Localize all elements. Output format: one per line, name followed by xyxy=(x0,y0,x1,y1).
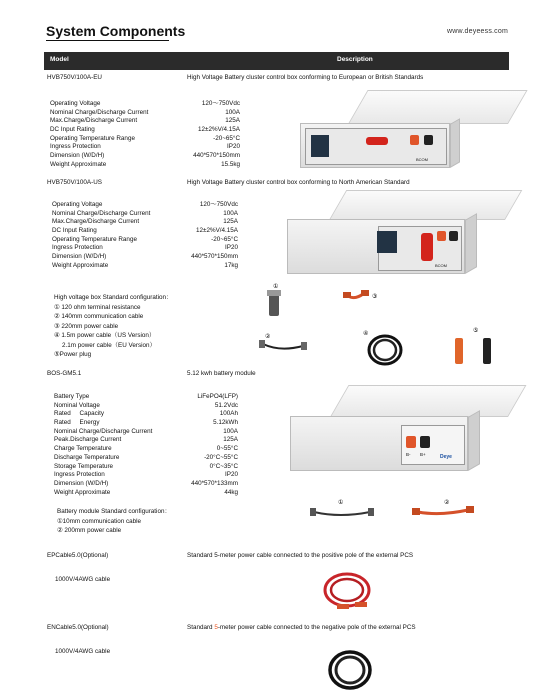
spec-value: 100A xyxy=(223,427,238,435)
spec-value: 125A xyxy=(225,117,240,125)
bm-config-title: Battery module Standard configuration： xyxy=(57,508,171,515)
breaker-switch xyxy=(421,233,433,261)
spec-label: Storage Temperature xyxy=(54,462,114,470)
marker-1: ① xyxy=(273,283,279,290)
deye-logo: Deye xyxy=(440,454,452,460)
ep-cable-image xyxy=(315,566,385,616)
cable-end xyxy=(310,508,316,516)
specs-hvb-eu xyxy=(50,100,240,170)
terminal-resistor-icon xyxy=(269,294,279,316)
spec-label: Dimension (W/D/H) xyxy=(54,479,109,487)
spec-label: Discharge Temperature xyxy=(54,453,120,461)
spec-row xyxy=(54,463,238,472)
hv-config-item: ⑤Power plug xyxy=(54,351,92,358)
spec-label: Weight Approximate xyxy=(54,488,111,496)
spec-row xyxy=(52,227,238,236)
cable-end xyxy=(343,292,351,298)
spec-label: Ingress Protection xyxy=(54,471,105,479)
bcom-label: BCOM xyxy=(416,157,428,162)
device-panel xyxy=(378,226,462,271)
title-underline xyxy=(46,40,169,41)
page-title: System Components xyxy=(46,23,186,39)
spec-label: Ingress Protection xyxy=(52,244,103,252)
device-front xyxy=(300,123,450,168)
spec-row xyxy=(50,109,240,118)
desc-text: Standard xyxy=(187,624,215,631)
spec-row xyxy=(54,402,238,411)
spec-value: 0°C~35°C xyxy=(209,462,238,470)
device-panel xyxy=(401,425,465,465)
cable-coil xyxy=(336,657,364,683)
cable-end xyxy=(368,508,374,516)
spec-value: 51.2Vdc xyxy=(214,401,238,409)
spec-row xyxy=(52,236,238,245)
spec-row xyxy=(50,117,240,126)
cable-coil xyxy=(331,579,363,601)
spec-row xyxy=(54,454,238,463)
description-ep-cable: Standard 5-meter power cable connected to the positive pole of the external PCS xyxy=(187,552,414,559)
spec-row xyxy=(54,419,238,428)
spec-label: Max.Charge/Discharge Current xyxy=(52,218,140,226)
cable-end xyxy=(355,602,367,607)
comm-cable-110-icon xyxy=(314,512,370,515)
spec-row xyxy=(50,100,240,109)
hv-config-item: ④ 1.5m power cable（US Version） xyxy=(54,332,156,339)
spec-value: 15.5kg xyxy=(221,160,240,168)
model-hvb-eu: HVB750V/100A-EU xyxy=(47,74,102,81)
spec-value: 120〜750Vdc xyxy=(199,201,238,208)
display-screen xyxy=(311,135,329,157)
spec-value: 440*570*150mm xyxy=(193,152,240,160)
bm-config-item: ② 200mm power cable xyxy=(57,527,122,534)
cable-end xyxy=(412,508,420,515)
spec-label: Operating Temperature Range xyxy=(50,134,135,142)
hv-config-title: High voltage box Standard configuration： xyxy=(54,294,173,301)
spec-row xyxy=(50,126,240,135)
spec-row xyxy=(52,253,238,262)
device-top xyxy=(330,385,526,417)
marker-5: ⑤ xyxy=(473,327,479,334)
spec-row xyxy=(52,244,238,253)
b-plus-label: B+ xyxy=(420,452,426,457)
spec-label: Battery Type xyxy=(54,393,90,400)
spec-value: -20°C~55°C xyxy=(204,453,238,461)
bm-accessories-image xyxy=(300,496,500,526)
power-plug-icon xyxy=(455,338,463,364)
spec-row xyxy=(54,445,238,454)
spec-value: 44kg xyxy=(224,488,238,496)
terminal-positive xyxy=(410,135,419,145)
device-side xyxy=(468,410,480,471)
b-minus-label: B- xyxy=(406,452,411,457)
hv-accessories-image xyxy=(255,280,525,370)
spec-row xyxy=(50,143,240,152)
spec-row xyxy=(50,135,240,144)
spec-row xyxy=(52,218,238,227)
spec-row xyxy=(54,393,238,402)
spec-value: -20~65°C xyxy=(211,235,238,243)
hvb-eu-device-image xyxy=(300,90,510,170)
spec-value: 5.12kWh xyxy=(213,419,238,427)
bcom-label: BCOM xyxy=(435,263,447,268)
comm-cable-140-icon xyxy=(263,344,303,349)
description-hvb-eu: High Voltage Battery cluster control box conforming to European or British Standards xyxy=(187,74,424,81)
bm-config-item: ①10mm communication cable xyxy=(57,517,142,525)
cable-end xyxy=(259,340,265,348)
spec-value: 125A xyxy=(223,436,238,444)
spec-value: LiFePO4(LFP) xyxy=(197,393,238,400)
spec-label: DC Input Rating xyxy=(50,126,95,134)
hvb-us-device-image xyxy=(287,190,512,280)
spec-label: DC Input Rating xyxy=(52,227,97,235)
spec-label: Operating Voltage xyxy=(52,201,103,208)
spec-row xyxy=(54,428,238,437)
spec-value: 12±2%V/4.15A xyxy=(198,126,240,134)
spec-row xyxy=(50,161,240,170)
description-bos: 5.12 kwh battery module xyxy=(187,370,256,377)
spec-row xyxy=(52,201,238,210)
en-cable-image xyxy=(322,642,382,699)
terminal-positive xyxy=(406,436,416,448)
desc-text: -meter power cable connected to the negative pole of the external PCS xyxy=(217,624,416,631)
ep-cable-spec: 1000V/4AWG cable xyxy=(55,576,111,583)
device-side xyxy=(450,118,460,168)
spec-value: 120〜750Vdc xyxy=(201,100,240,107)
bm-config-list xyxy=(57,507,171,536)
hv-config-item: 2.1m power cable（EU Version） xyxy=(62,341,156,349)
spec-value: -20~65°C xyxy=(213,134,240,142)
device-side xyxy=(465,213,477,274)
spec-value: IP20 xyxy=(225,244,238,252)
terminal-negative xyxy=(420,436,430,448)
spec-value: 125A xyxy=(223,218,238,226)
spec-label: Ingress Protection xyxy=(50,143,101,151)
spec-label: Weight Approximate xyxy=(50,160,107,168)
spec-label: Dimension (W/D/H) xyxy=(52,253,107,261)
model-bos: BOS-GM5.1 xyxy=(47,370,82,377)
spec-value: 100Ah xyxy=(219,410,238,418)
marker-2: ② xyxy=(444,499,450,506)
description-hvb-us: High Voltage Battery cluster control box conforming to North American Standard xyxy=(187,179,410,186)
cable-end xyxy=(466,506,474,513)
marker-3: ③ xyxy=(372,293,378,300)
display-screen xyxy=(377,231,397,253)
spec-value: 100A xyxy=(223,209,238,217)
spec-row xyxy=(52,210,238,219)
marker-2: ② xyxy=(265,333,271,340)
spec-label: Nominal Charge/Discharge Current xyxy=(54,427,153,435)
device-panel xyxy=(305,128,447,165)
terminal-negative xyxy=(449,231,458,241)
website-link[interactable]: www.deyeess.com xyxy=(447,28,508,35)
spec-label: Rated Energy xyxy=(54,419,100,427)
spec-row xyxy=(54,471,238,480)
bos-device-image xyxy=(290,385,512,480)
cable-end xyxy=(301,342,307,350)
spec-label: Charge Temperature xyxy=(54,445,112,453)
terminal-positive xyxy=(437,231,446,241)
spec-row xyxy=(50,152,240,161)
spec-row xyxy=(54,436,238,445)
spec-value: 100A xyxy=(225,108,240,116)
table-header xyxy=(44,52,509,70)
hv-config-item: ① 120 ohm terminal resistance xyxy=(54,303,141,311)
header-description: Description xyxy=(337,56,373,63)
spec-label: Dimension (W/D/H) xyxy=(50,152,105,160)
spec-label: Weight Approximate xyxy=(52,261,109,269)
spec-value: IP20 xyxy=(227,143,240,151)
model-hvb-us: HVB750V/100A-US xyxy=(47,179,102,186)
model-en-cable: ENCable5.0(Optional) xyxy=(47,624,109,631)
terminal-resistor-head xyxy=(267,290,281,296)
cable-end xyxy=(337,604,349,609)
device-front xyxy=(287,219,465,274)
model-ep-cable: EPCable5.0(Optional) xyxy=(47,552,109,559)
hv-config-list xyxy=(54,293,172,360)
spec-value: 12±2%V/4.15A xyxy=(196,227,238,235)
spec-value: 440*570*150mm xyxy=(191,253,238,261)
spec-value: 17kg xyxy=(224,261,238,269)
spec-row xyxy=(54,489,238,498)
hv-config-item: ② 140mm communication cable xyxy=(54,313,144,320)
cable-end xyxy=(361,290,369,296)
spec-value: 440*570*133mm xyxy=(191,479,238,487)
spec-row xyxy=(54,410,238,419)
power-plug-icon xyxy=(483,338,491,364)
hv-config-item: ③ 220mm power cable xyxy=(54,322,119,330)
terminal-negative xyxy=(424,135,433,145)
spec-label: Nominal Charge/Discharge Current xyxy=(52,209,151,217)
header-model: Model xyxy=(50,56,69,63)
description-en-cable xyxy=(187,624,416,631)
specs-bos xyxy=(54,393,238,497)
marker-4: ④ xyxy=(363,330,369,337)
breaker-switch xyxy=(366,137,388,145)
marker-1: ① xyxy=(338,499,344,506)
spec-label: Nominal Charge/Discharge Current xyxy=(50,108,149,116)
spec-label: Peak.Discharge Current xyxy=(54,436,122,444)
spec-label: Operating Temperature Range xyxy=(52,235,137,243)
desc-highlight: 5 xyxy=(214,624,218,631)
spec-label: Operating Voltage xyxy=(50,100,101,107)
device-top xyxy=(348,90,528,124)
cable-coil xyxy=(374,340,396,360)
spec-value: IP20 xyxy=(225,471,238,479)
device-top xyxy=(329,190,522,220)
spec-label: Rated Capacity xyxy=(54,410,105,418)
spec-row xyxy=(54,480,238,489)
spec-row xyxy=(52,262,238,271)
specs-hvb-us xyxy=(52,201,238,271)
spec-value: 0~55°C xyxy=(216,445,238,453)
spec-label: Nominal Voltage xyxy=(54,401,100,409)
device-front xyxy=(290,416,468,471)
power-cable-200-icon xyxy=(418,510,468,514)
en-cable-spec: 1000V/4AWG cable xyxy=(55,648,111,655)
spec-label: Max.Charge/Discharge Current xyxy=(50,117,138,125)
